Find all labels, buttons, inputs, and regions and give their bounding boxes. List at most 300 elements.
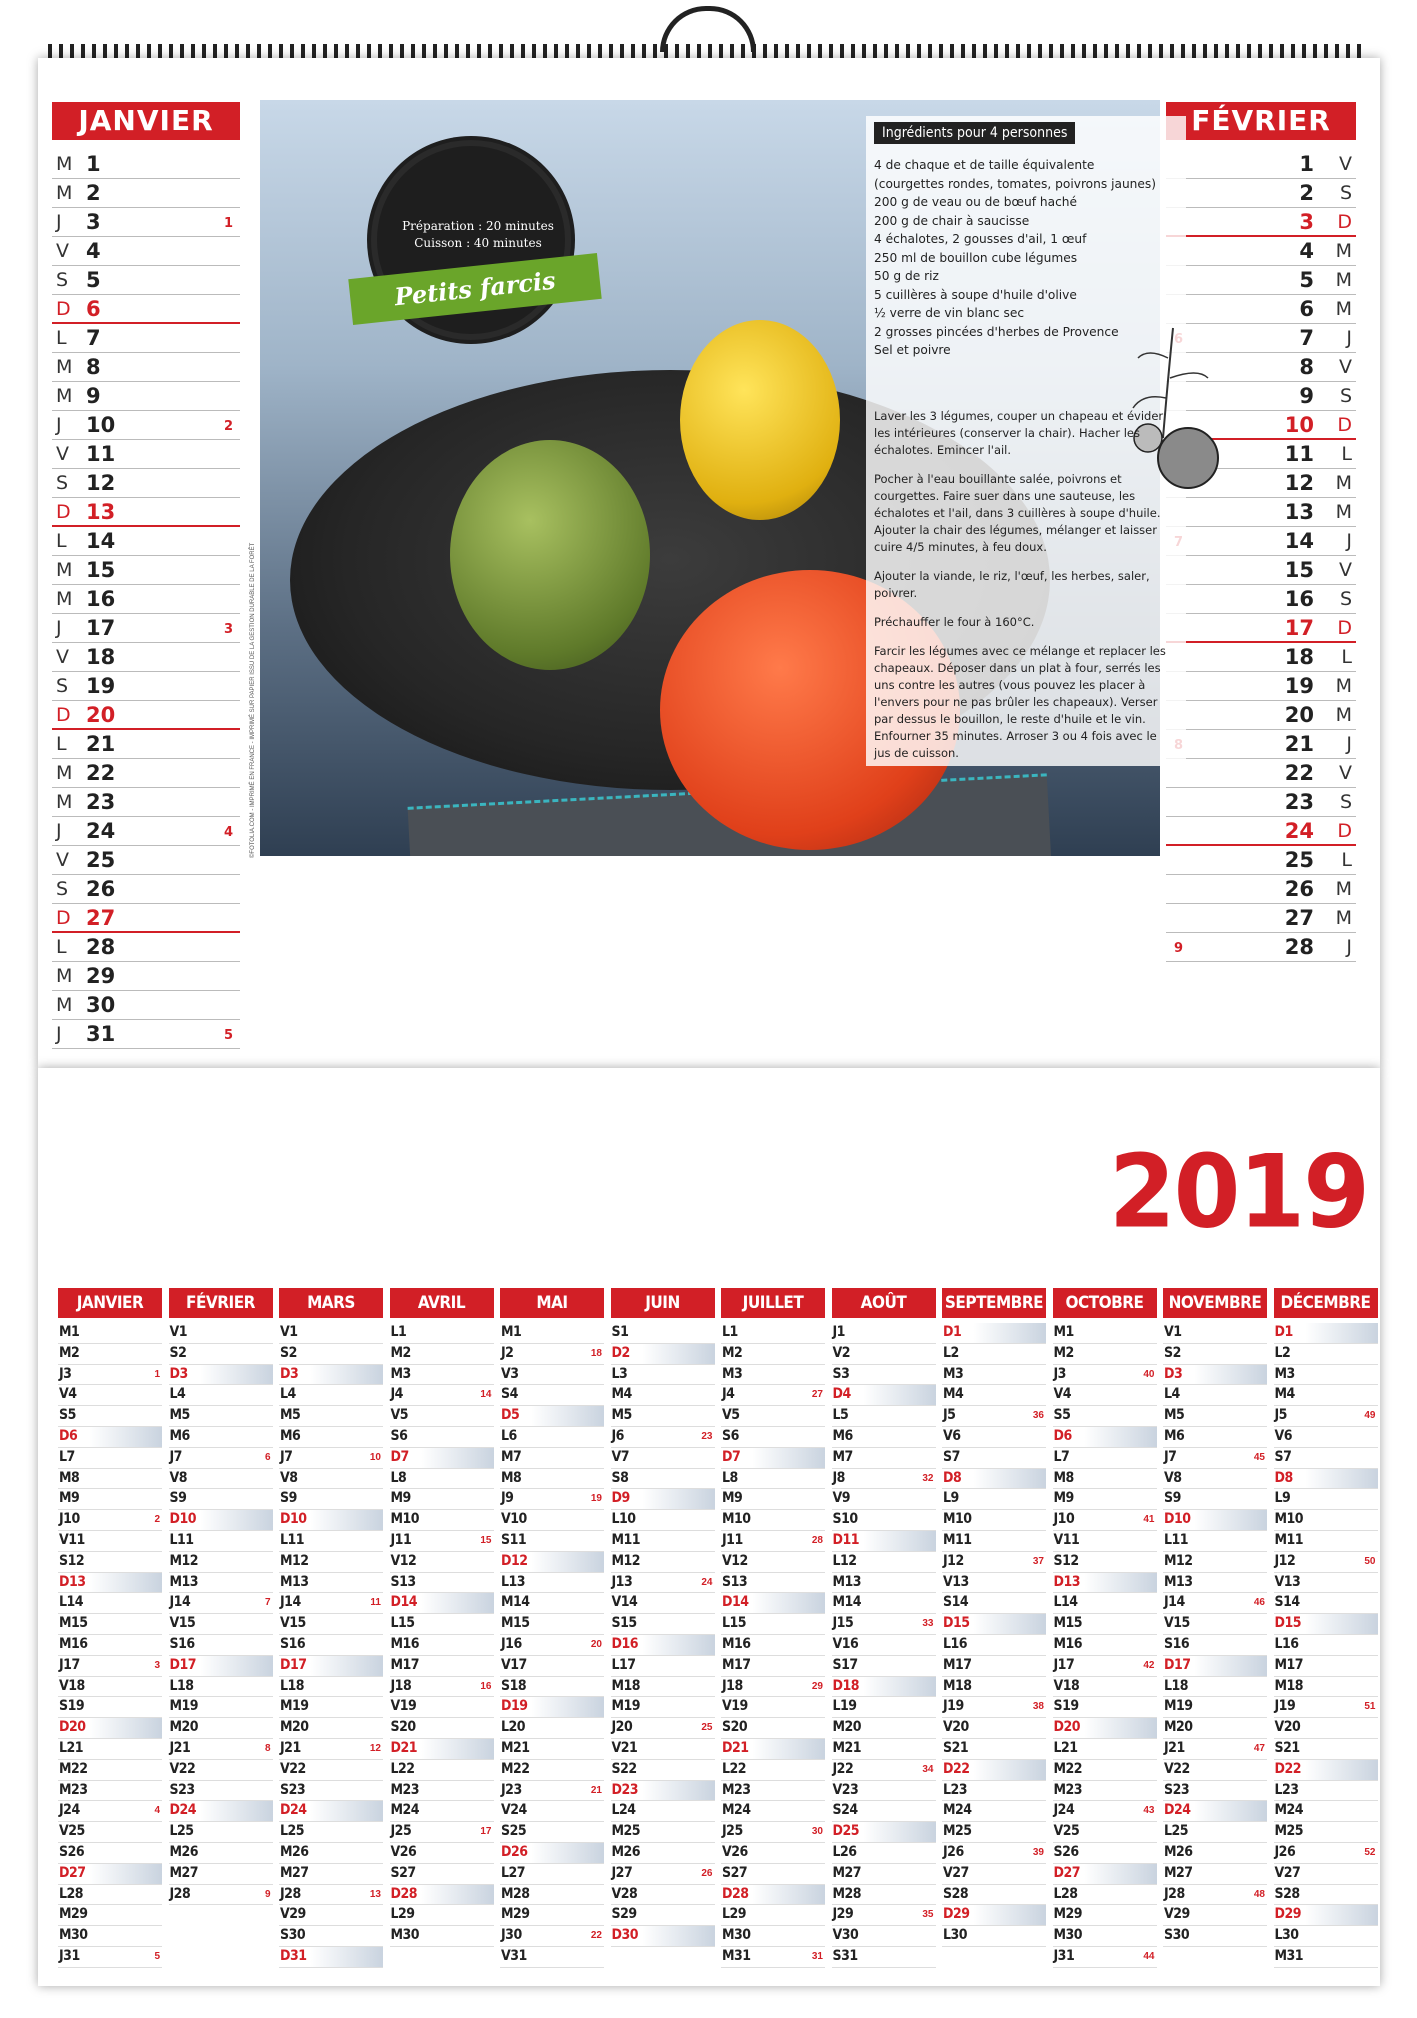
mini-day-label: M5 bbox=[280, 1407, 301, 1424]
ingredient-line: 200 g de chair à saucisse bbox=[874, 213, 1030, 228]
prep-time: Préparation : 20 minutes bbox=[402, 219, 554, 233]
day-number: 19 bbox=[86, 674, 116, 698]
mini-day-row bbox=[58, 1739, 162, 1760]
mini-day-row bbox=[58, 1801, 162, 1822]
mini-day-row bbox=[1163, 1531, 1267, 1552]
mini-day-label: D15 bbox=[943, 1615, 970, 1632]
day-letter: L bbox=[56, 327, 67, 349]
mini-day-row bbox=[500, 1760, 604, 1781]
day-number: 17 bbox=[1284, 616, 1314, 640]
mini-day-row bbox=[611, 1448, 715, 1469]
mini-day-label: L14 bbox=[59, 1594, 84, 1611]
mini-day-label: M10 bbox=[1274, 1511, 1304, 1528]
month-days bbox=[832, 1323, 936, 1968]
mini-day-row bbox=[611, 1365, 715, 1386]
day-row bbox=[1166, 266, 1356, 295]
mini-day-row bbox=[832, 1781, 936, 1802]
mini-day-row bbox=[390, 1760, 494, 1781]
mini-day-row bbox=[942, 1864, 1046, 1885]
cook-time: Cuisson : 40 minutes bbox=[414, 236, 542, 250]
day-number: 19 bbox=[1284, 674, 1314, 698]
mini-day-row bbox=[1274, 1635, 1378, 1656]
day-letter: D bbox=[56, 501, 71, 523]
mini-day-label: V12 bbox=[722, 1552, 748, 1569]
mini-day-row bbox=[169, 1552, 273, 1573]
mini-week-number: 11 bbox=[370, 1597, 381, 1609]
mini-day-row bbox=[1053, 1552, 1157, 1573]
mini-day-label: M18 bbox=[1274, 1677, 1304, 1694]
mini-day-label: L23 bbox=[1274, 1781, 1299, 1798]
mini-day-row bbox=[58, 1885, 162, 1906]
day-number: 8 bbox=[1299, 355, 1314, 379]
mini-day-label: J14 bbox=[1164, 1594, 1185, 1611]
recipe-timing bbox=[393, 218, 563, 252]
mini-day-row bbox=[721, 1531, 825, 1552]
mini-day-row bbox=[169, 1739, 273, 1760]
mini-day-row bbox=[390, 1489, 494, 1510]
ingredients-title: Ingrédients pour 4 personnes bbox=[874, 122, 1075, 144]
mini-day-label: M3 bbox=[390, 1365, 411, 1382]
day-row bbox=[52, 382, 240, 411]
mini-day-label: M30 bbox=[390, 1927, 420, 1944]
mini-day-row bbox=[942, 1926, 1046, 1947]
mini-week-number: 51 bbox=[1364, 1701, 1376, 1713]
mini-day-row bbox=[279, 1635, 383, 1656]
day-letter: M bbox=[56, 791, 73, 813]
mini-day-label: M25 bbox=[611, 1823, 641, 1840]
day-row bbox=[1166, 701, 1356, 730]
mini-day-label: D17 bbox=[169, 1656, 196, 1673]
mini-day-label: V25 bbox=[59, 1823, 85, 1840]
mini-day-row bbox=[1053, 1822, 1157, 1843]
mini-day-row bbox=[611, 1406, 715, 1427]
mini-day-row bbox=[279, 1718, 383, 1739]
ingredient-line: 2 grosses pincées d'herbes de Provence bbox=[874, 324, 1119, 339]
mini-day-row bbox=[611, 1593, 715, 1614]
mini-day-label: M19 bbox=[169, 1698, 199, 1715]
mini-week-number: 22 bbox=[590, 1930, 602, 1942]
mini-day-row bbox=[169, 1531, 273, 1552]
mini-day-label: S14 bbox=[943, 1594, 969, 1611]
mini-week-number: 46 bbox=[1253, 1597, 1265, 1609]
mini-day-label: J18 bbox=[390, 1677, 412, 1694]
mini-day-row bbox=[279, 1344, 383, 1365]
mini-day-label: L4 bbox=[280, 1386, 296, 1403]
mini-day-row bbox=[169, 1365, 273, 1386]
mini-day-label: V12 bbox=[390, 1552, 417, 1569]
mini-day-row bbox=[832, 1905, 936, 1926]
mini-day-label: J30 bbox=[501, 1927, 522, 1944]
mini-day-row bbox=[721, 1843, 825, 1864]
mini-day-row bbox=[721, 1510, 825, 1531]
mini-day-label: M7 bbox=[832, 1448, 853, 1465]
mini-day-label: M12 bbox=[280, 1552, 309, 1569]
mini-day-row bbox=[832, 1656, 936, 1677]
month-days bbox=[721, 1323, 825, 1968]
mini-day-row bbox=[169, 1677, 273, 1698]
ingredient-line: 200 g de veau ou de bœuf haché bbox=[874, 195, 1078, 209]
mini-day-label: M20 bbox=[280, 1719, 309, 1736]
mini-day-row bbox=[1274, 1864, 1378, 1885]
mini-day-label: D7 bbox=[722, 1448, 741, 1465]
mini-day-row bbox=[390, 1365, 494, 1386]
mini-day-row bbox=[279, 1323, 383, 1344]
month-column bbox=[500, 1288, 604, 1968]
mini-day-row bbox=[58, 1323, 162, 1344]
day-letter: J bbox=[56, 414, 62, 436]
mini-day-label: M13 bbox=[1164, 1573, 1193, 1590]
ingredient-line: 50 g de riz bbox=[874, 269, 939, 283]
day-row bbox=[1166, 643, 1356, 672]
mini-day-label: M22 bbox=[59, 1760, 88, 1777]
mini-day-label: S7 bbox=[1274, 1448, 1292, 1465]
mini-day-row bbox=[611, 1718, 715, 1739]
mini-day-row bbox=[1274, 1947, 1378, 1968]
mini-day-row bbox=[611, 1864, 715, 1885]
mini-day-label: S28 bbox=[1274, 1885, 1300, 1902]
mini-day-label: J22 bbox=[832, 1760, 854, 1777]
day-row bbox=[52, 208, 240, 237]
day-number: 15 bbox=[86, 558, 116, 582]
mini-day-label: M4 bbox=[611, 1386, 632, 1403]
mini-day-row bbox=[169, 1656, 273, 1677]
mini-day-row bbox=[1163, 1344, 1267, 1365]
mini-day-label: J14 bbox=[280, 1594, 301, 1611]
mini-day-row bbox=[58, 1427, 162, 1448]
mini-day-row bbox=[1053, 1677, 1157, 1698]
mini-week-number: 26 bbox=[701, 1867, 713, 1879]
mini-week-number: 10 bbox=[369, 1451, 381, 1463]
mini-day-label: V10 bbox=[501, 1511, 527, 1528]
mini-day-label: S6 bbox=[722, 1427, 739, 1444]
mini-day-row bbox=[1053, 1365, 1157, 1386]
mini-day-row bbox=[500, 1323, 604, 1344]
mini-day-row bbox=[58, 1406, 162, 1427]
mini-day-label: J31 bbox=[1053, 1947, 1075, 1964]
mini-day-row bbox=[1163, 1905, 1267, 1926]
mini-day-row bbox=[611, 1739, 715, 1760]
mini-day-row bbox=[500, 1656, 604, 1677]
mini-day-row bbox=[611, 1656, 715, 1677]
mini-day-label: V27 bbox=[1274, 1864, 1301, 1881]
mini-day-label: V26 bbox=[390, 1843, 417, 1860]
mini-day-label: M21 bbox=[832, 1739, 862, 1756]
mini-day-label: M8 bbox=[59, 1469, 80, 1486]
month-days bbox=[942, 1323, 1046, 1947]
month-column bbox=[390, 1288, 494, 1947]
day-letter: M bbox=[56, 965, 73, 987]
mini-week-number: 32 bbox=[922, 1472, 934, 1484]
mini-day-row bbox=[58, 1385, 162, 1406]
day-letter: D bbox=[1337, 820, 1352, 842]
day-number: 9 bbox=[1299, 384, 1314, 408]
mini-day-label: L29 bbox=[722, 1906, 747, 1923]
mini-day-label: M2 bbox=[1053, 1344, 1074, 1361]
day-letter: M bbox=[1335, 907, 1352, 929]
mini-day-row bbox=[942, 1406, 1046, 1427]
mini-day-row bbox=[721, 1344, 825, 1365]
day-number: 23 bbox=[86, 790, 116, 814]
day-number: 24 bbox=[1284, 819, 1314, 843]
mini-day-label: D8 bbox=[943, 1469, 962, 1486]
month-header: AVRIL bbox=[390, 1288, 494, 1318]
month-column bbox=[169, 1288, 273, 1905]
mini-day-label: M9 bbox=[1053, 1490, 1074, 1507]
day-row bbox=[1166, 817, 1356, 846]
mini-day-row bbox=[1053, 1323, 1157, 1344]
mini-day-row bbox=[721, 1469, 825, 1490]
mini-day-row bbox=[58, 1489, 162, 1510]
mini-day-label: S26 bbox=[1053, 1843, 1079, 1860]
day-letter: S bbox=[1339, 791, 1352, 813]
mini-day-row bbox=[500, 1448, 604, 1469]
mini-day-label: V20 bbox=[943, 1719, 969, 1736]
mini-day-label: D21 bbox=[722, 1739, 749, 1756]
mini-day-label: D22 bbox=[1274, 1760, 1301, 1777]
mini-day-row bbox=[500, 1365, 604, 1386]
mini-day-row bbox=[832, 1531, 936, 1552]
day-number: 10 bbox=[86, 413, 116, 437]
mini-day-row bbox=[1163, 1635, 1267, 1656]
mini-day-row bbox=[169, 1573, 273, 1594]
mini-day-row bbox=[1163, 1739, 1267, 1760]
mini-day-label: M20 bbox=[169, 1719, 199, 1736]
day-letter: L bbox=[56, 936, 67, 958]
day-number: 31 bbox=[86, 1022, 116, 1046]
mini-day-row bbox=[942, 1448, 1046, 1469]
mini-day-label: J18 bbox=[722, 1677, 743, 1694]
mini-day-label: S21 bbox=[943, 1739, 969, 1756]
day-letter: M bbox=[1335, 704, 1352, 726]
mini-day-row bbox=[832, 1864, 936, 1885]
mini-day-row bbox=[611, 1926, 715, 1947]
mini-day-row bbox=[721, 1697, 825, 1718]
mini-day-label: V8 bbox=[169, 1469, 188, 1486]
mini-day-row bbox=[942, 1614, 1046, 1635]
mini-day-label: S18 bbox=[501, 1677, 527, 1694]
day-letter: M bbox=[56, 153, 73, 175]
mini-day-row bbox=[390, 1822, 494, 1843]
mini-day-row bbox=[1053, 1697, 1157, 1718]
mini-day-row bbox=[1053, 1864, 1157, 1885]
mini-day-row bbox=[832, 1843, 936, 1864]
mini-day-label: V20 bbox=[1274, 1719, 1301, 1736]
mini-day-row bbox=[279, 1510, 383, 1531]
day-row bbox=[52, 759, 240, 788]
mini-day-row bbox=[832, 1552, 936, 1573]
day-number: 17 bbox=[86, 616, 116, 640]
mini-day-row bbox=[279, 1864, 383, 1885]
mini-day-row bbox=[169, 1843, 273, 1864]
mini-day-label: M17 bbox=[943, 1656, 972, 1673]
day-number: 5 bbox=[1299, 268, 1314, 292]
mini-day-label: J27 bbox=[611, 1864, 633, 1881]
day-letter: M bbox=[1335, 472, 1352, 494]
mini-day-label: L25 bbox=[169, 1823, 194, 1840]
day-row bbox=[52, 585, 240, 614]
mini-day-row bbox=[942, 1801, 1046, 1822]
day-letter: V bbox=[1339, 356, 1352, 378]
mini-day-row bbox=[1163, 1552, 1267, 1573]
mini-day-row bbox=[721, 1822, 825, 1843]
mini-day-row bbox=[832, 1593, 936, 1614]
mini-day-label: M26 bbox=[280, 1843, 309, 1860]
mini-day-row bbox=[832, 1760, 936, 1781]
mini-day-label: J24 bbox=[1053, 1802, 1075, 1819]
mini-day-label: V24 bbox=[501, 1802, 527, 1819]
day-row bbox=[1166, 585, 1356, 614]
mini-week-number: 27 bbox=[811, 1389, 823, 1401]
day-number: 15 bbox=[1284, 558, 1314, 582]
day-row bbox=[52, 962, 240, 991]
day-row bbox=[52, 353, 240, 382]
mini-day-label: M7 bbox=[501, 1448, 522, 1465]
mini-day-label: M18 bbox=[943, 1677, 972, 1694]
mini-day-label: M3 bbox=[943, 1365, 964, 1382]
mini-day-label: S23 bbox=[169, 1781, 195, 1798]
day-letter: L bbox=[1341, 646, 1352, 668]
day-number: 2 bbox=[1299, 181, 1314, 205]
mini-day-row bbox=[611, 1489, 715, 1510]
mini-day-row bbox=[1274, 1905, 1378, 1926]
mini-day-row bbox=[279, 1843, 383, 1864]
mini-day-label: M23 bbox=[722, 1781, 751, 1798]
day-letter: D bbox=[1337, 211, 1352, 233]
mini-day-label: S2 bbox=[1164, 1344, 1181, 1361]
mini-day-label: V8 bbox=[1164, 1469, 1182, 1486]
week-number: 2 bbox=[224, 419, 234, 434]
mini-day-row bbox=[1053, 1614, 1157, 1635]
day-letter: M bbox=[56, 762, 73, 784]
mini-day-label: J12 bbox=[943, 1552, 964, 1569]
day-number: 21 bbox=[86, 732, 116, 756]
mini-day-label: L29 bbox=[390, 1906, 415, 1923]
mini-day-row bbox=[1274, 1718, 1378, 1739]
day-letter: S bbox=[1339, 182, 1352, 204]
mini-week-number: 20 bbox=[590, 1638, 602, 1650]
mini-day-row bbox=[942, 1593, 1046, 1614]
mini-day-row bbox=[1274, 1843, 1378, 1864]
day-letter: S bbox=[1339, 588, 1352, 610]
year-title: 2019 bbox=[1108, 1133, 1368, 1251]
mini-day-label: D27 bbox=[59, 1864, 86, 1881]
mini-day-row bbox=[58, 1552, 162, 1573]
day-letter: M bbox=[56, 559, 73, 581]
day-row bbox=[52, 527, 240, 556]
mini-week-number: 13 bbox=[369, 1888, 381, 1900]
mini-day-row bbox=[942, 1885, 1046, 1906]
mini-day-label: M26 bbox=[611, 1843, 641, 1860]
mini-day-row bbox=[169, 1344, 273, 1365]
day-letter: D bbox=[56, 907, 71, 929]
mini-day-row bbox=[1163, 1365, 1267, 1386]
mini-day-label: M13 bbox=[169, 1573, 199, 1590]
mini-day-label: S15 bbox=[611, 1615, 637, 1632]
mini-day-label: V22 bbox=[169, 1760, 196, 1777]
day-letter: J bbox=[1346, 327, 1352, 349]
mini-day-label: M23 bbox=[59, 1781, 88, 1798]
mini-day-label: M2 bbox=[722, 1344, 743, 1361]
mini-day-label: M17 bbox=[390, 1656, 420, 1673]
mini-day-row bbox=[279, 1406, 383, 1427]
mini-day-row bbox=[279, 1365, 383, 1386]
mini-day-row bbox=[942, 1552, 1046, 1573]
day-row bbox=[52, 730, 240, 759]
day-row bbox=[1166, 179, 1356, 208]
mini-day-label: J28 bbox=[280, 1885, 301, 1902]
mini-day-row bbox=[500, 1947, 604, 1968]
mini-day-label: M2 bbox=[59, 1344, 80, 1361]
mini-day-row bbox=[1274, 1406, 1378, 1427]
mini-week-number: 17 bbox=[480, 1826, 492, 1838]
mini-day-row bbox=[390, 1864, 494, 1885]
mini-day-label: V22 bbox=[1164, 1760, 1190, 1777]
mini-day-row bbox=[611, 1552, 715, 1573]
mini-day-label: S2 bbox=[280, 1344, 297, 1361]
mini-day-row bbox=[279, 1531, 383, 1552]
mini-day-row bbox=[1053, 1385, 1157, 1406]
mini-day-row bbox=[1163, 1781, 1267, 1802]
mini-day-label: L6 bbox=[501, 1427, 517, 1444]
mini-day-label: M30 bbox=[59, 1927, 88, 1944]
mini-day-row bbox=[1274, 1614, 1378, 1635]
mini-day-label: M29 bbox=[1053, 1906, 1083, 1923]
mini-day-label: L9 bbox=[943, 1490, 959, 1507]
mini-day-label: J5 bbox=[943, 1407, 956, 1424]
mini-day-row bbox=[500, 1822, 604, 1843]
mini-day-row bbox=[942, 1781, 1046, 1802]
mini-week-number: 28 bbox=[811, 1534, 823, 1546]
day-number: 6 bbox=[86, 297, 101, 321]
mini-day-row bbox=[390, 1469, 494, 1490]
mini-day-label: L25 bbox=[1164, 1823, 1189, 1840]
mini-day-row bbox=[1274, 1801, 1378, 1822]
mini-day-row bbox=[500, 1469, 604, 1490]
mini-day-row bbox=[500, 1531, 604, 1552]
day-number: 14 bbox=[1284, 529, 1314, 553]
mini-day-label: S9 bbox=[169, 1490, 187, 1507]
mini-day-row bbox=[500, 1905, 604, 1926]
mini-day-label: M12 bbox=[611, 1552, 641, 1569]
day-letter: S bbox=[56, 269, 69, 291]
mini-day-label: M14 bbox=[832, 1594, 862, 1611]
mini-day-label: M18 bbox=[611, 1677, 641, 1694]
mini-day-row bbox=[832, 1801, 936, 1822]
mini-week-number: 33 bbox=[922, 1618, 934, 1630]
day-number: 13 bbox=[1284, 500, 1314, 524]
day-number: 29 bbox=[86, 964, 116, 988]
mini-day-label: D31 bbox=[280, 1947, 307, 1964]
mini-week-number: 5 bbox=[154, 1950, 160, 1962]
mini-day-label: M23 bbox=[390, 1781, 420, 1798]
mini-day-row bbox=[58, 1677, 162, 1698]
mini-day-row bbox=[1053, 1469, 1157, 1490]
month-days bbox=[1163, 1323, 1267, 1947]
mini-day-label: J31 bbox=[59, 1947, 80, 1964]
ingredient-line: 4 de chaque et de taille équivalente bbox=[874, 158, 1095, 172]
month-header: FÉVRIER bbox=[169, 1288, 273, 1318]
mini-day-row bbox=[721, 1739, 825, 1760]
mini-day-row bbox=[1053, 1843, 1157, 1864]
mini-week-number: 29 bbox=[811, 1680, 823, 1692]
month-column bbox=[832, 1288, 936, 1968]
mini-day-label: L22 bbox=[722, 1760, 747, 1777]
mini-day-label: M6 bbox=[280, 1427, 301, 1444]
month-days bbox=[390, 1323, 494, 1947]
mini-week-number: 39 bbox=[1032, 1846, 1044, 1858]
mini-day-row bbox=[611, 1697, 715, 1718]
mini-day-label: D7 bbox=[390, 1448, 409, 1465]
